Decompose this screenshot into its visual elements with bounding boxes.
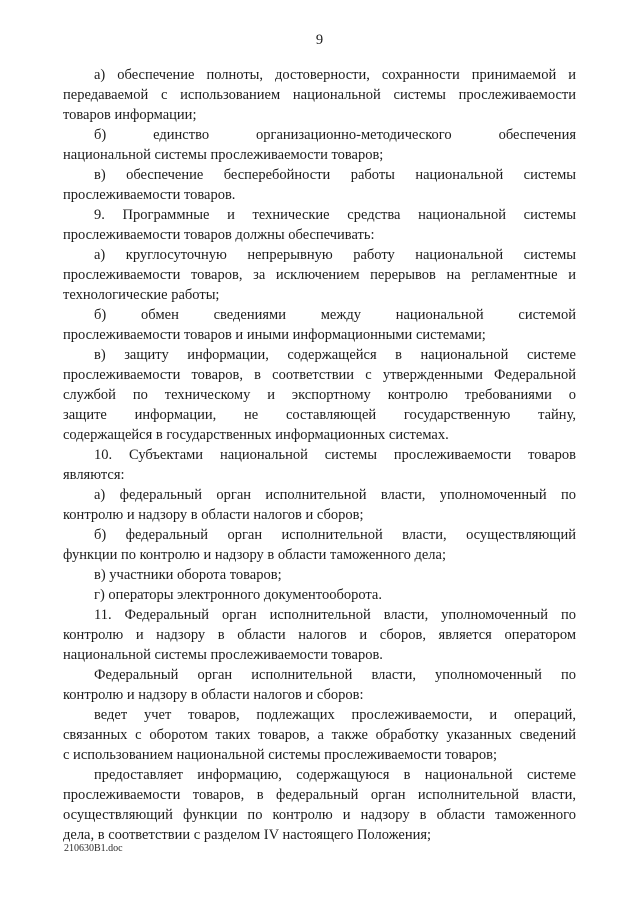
document-line: 9. Программные и технические средства национальной системы bbox=[94, 207, 576, 223]
document-line: связанных с оборотом таких товаров, а также обработку указанных сведений bbox=[63, 727, 576, 743]
document-line: 10. Субъектами национальной системы прослеживаемости товаров bbox=[94, 447, 576, 463]
document-line: в) обеспечение бесперебойности работы национальной системы bbox=[94, 167, 576, 183]
document-line: прослеживаемости товаров, за исключением перерывов на регламентные и bbox=[63, 267, 576, 283]
document-line: 11. Федеральный орган исполнительной власти, уполномоченный по bbox=[94, 607, 576, 623]
document-line: содержащейся в государственных информационных системах. bbox=[63, 427, 449, 443]
document-line: а) федеральный орган исполнительной власти, уполномоченный по bbox=[94, 487, 576, 503]
document-line: прослеживаемости товаров и иными информационными системами; bbox=[63, 327, 486, 343]
document-line: г) операторы электронного документооборота. bbox=[94, 587, 382, 603]
document-content bbox=[63, 30, 576, 845]
document-line: контролю и надзору в области налогов и сборов; bbox=[63, 507, 364, 523]
document-line: в) защиту информации, содержащейся в национальной системе bbox=[94, 347, 576, 363]
document-line: ведет учет товаров, подлежащих прослеживаемости, и операций, bbox=[94, 707, 576, 723]
document-line: прослеживаемости товаров должны обеспечивать: bbox=[63, 227, 375, 243]
document-line: б) единство организационно-методического обеспечения bbox=[94, 127, 576, 143]
document-line: функции по контролю и надзору в области таможенного дела; bbox=[63, 547, 447, 563]
footer-filename: 210630B1.doc bbox=[64, 843, 123, 854]
document-line: а) круглосуточную непрерывную работу национальной системы bbox=[94, 247, 576, 263]
document-line: прослеживаемости товаров. bbox=[63, 187, 236, 203]
document-line: прослеживаемости товаров, в федеральный орган исполнительной власти, bbox=[63, 787, 576, 803]
document-line: национальной системы прослеживаемости товаров. bbox=[63, 647, 383, 663]
document-line: с использованием национальной системы прослеживаемости товаров; bbox=[63, 747, 497, 763]
document-line: службой по техническому и экспортному контролю требованиями о bbox=[63, 387, 576, 403]
document-line: национальной системы прослеживаемости товаров; bbox=[63, 147, 384, 163]
page-number: 9 bbox=[315, 32, 324, 48]
document-line: защите информации, не составляющей государственную тайну, bbox=[63, 407, 576, 423]
document-body bbox=[63, 65, 576, 845]
document-line: а) обеспечение полноты, достоверности, сохранности принимаемой и bbox=[94, 67, 576, 83]
document-line: прослеживаемости товаров, в соответствии с утвержденными Федеральной bbox=[63, 367, 576, 383]
document-line: являются: bbox=[63, 467, 125, 483]
document-line: передаваемой с использованием национальной системы прослеживаемости bbox=[63, 87, 576, 103]
document-line: осуществляющий функции по контролю и надзору в области таможенного bbox=[63, 807, 576, 823]
document-line: дела, в соответствии с разделом IV настоящего Положения; bbox=[63, 827, 432, 843]
document-line: технологические работы; bbox=[63, 287, 220, 303]
document-line: товаров информации; bbox=[63, 107, 197, 123]
document-line: б) обмен сведениями между национальной системой bbox=[94, 307, 576, 323]
document-line: контролю и надзору в области налогов и сборов: bbox=[63, 687, 364, 703]
document-line: Федеральный орган исполнительной власти, уполномоченный по bbox=[94, 667, 576, 683]
document-line: предоставляет информацию, содержащуюся в национальной системе bbox=[94, 767, 576, 783]
document-line: контролю и надзору в области налогов и сборов, является оператором bbox=[63, 627, 576, 643]
document-line: в) участники оборота товаров; bbox=[94, 567, 282, 583]
document-line: б) федеральный орган исполнительной власти, осуществляющий bbox=[94, 527, 576, 543]
